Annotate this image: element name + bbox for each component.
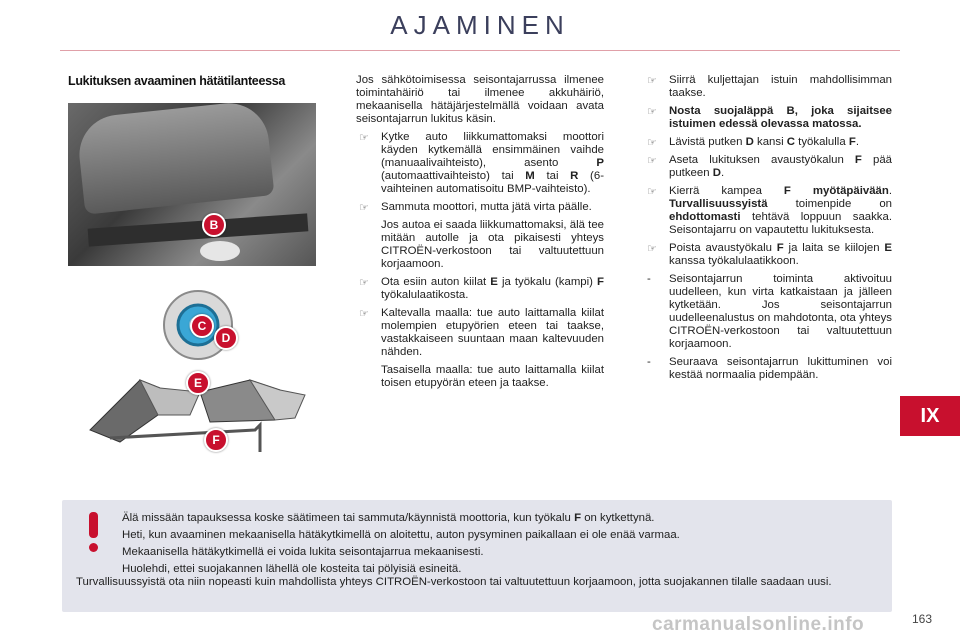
step-text: Kierrä kampea F myötäpäivään. Turvallisuussyistä toimenpide on ehdottomasti tehtävä loppuun saakka. Seisontajarru on vapautettu lukituksesta. (669, 185, 892, 236)
pointing-hand-icon: ☞ (647, 155, 657, 167)
seat-shape (76, 103, 275, 215)
section-heading: Lukituksen avaaminen hätätilanteessa (68, 74, 286, 88)
list-item (356, 201, 604, 214)
step-text: Nosta suojaläppä B, joka sijaitsee istuimen edessä olevassa matossa. (669, 105, 892, 130)
list-item (644, 74, 892, 100)
step-note: Tasaisella maalla: tue auto laittamalla kiilat toisen etupyörän eteen ja taakse. (381, 364, 604, 389)
list-item (644, 105, 892, 131)
instructions-column-1 (356, 74, 604, 395)
chapter-tab[interactable]: IX (900, 396, 960, 436)
step-text: Sammuta moottori, mutta jätä virta päälle. (381, 201, 592, 213)
list-item (644, 154, 892, 180)
list-item (356, 307, 604, 359)
seat-floor-photo (68, 103, 316, 266)
exclamation-icon (80, 512, 106, 554)
label-e-marker: E (186, 371, 210, 395)
warning-footer-text: Turvallisuussyistä ota niin nopeasti kuin mahdollista yhteys CITROËN-verkostoon tai valtuutettuun korjaamoon, jotta suojakannen tilalle saadaan uusi. (76, 576, 832, 588)
list-item (356, 276, 604, 302)
instructions-column-2 (644, 74, 892, 387)
list-item (644, 136, 892, 149)
warning-line: Heti, kun avaaminen mekaanisella hätäkytkimellä on aloitettu, auton pysyminen paikallaan ei ole enää varmaa. (122, 529, 680, 541)
label-c-marker: C (190, 314, 214, 338)
title-divider (60, 50, 900, 51)
step-note: Jos autoa ei saada liikkumattomaksi, älä tee mitään autolle ja ota pikaisesti yhteys CITROËN-verkostoon tai valtuutettuun korjaamoon. (381, 219, 604, 270)
pointing-hand-icon: ☞ (647, 75, 657, 87)
pointing-hand-icon: ☞ (647, 243, 657, 255)
step-text: Lävistä putken D kansi C työkalulla F. (669, 136, 859, 148)
step-text: Kytke auto liikkumattomaksi moottori käyden kytkemällä ensimmäinen vaihde (manuaalivaihteisto), asento P (automaattivaihteisto) tai M tai R (6-vaihteinen automatisoitu BMP-vaihteisto). (381, 131, 604, 195)
step-text: Kaltevalla maalla: tue auto laittamalla kiilat molempien etupyörien eteen tai taakse, vastakkaiseen suuntaan maan kaltevuuden nähden. (381, 307, 604, 358)
dash-marker: - (647, 273, 651, 285)
label-f-marker: F (204, 428, 228, 452)
pointing-hand-icon: ☞ (359, 202, 369, 214)
dash-text: Seuraava seisontajarrun lukittuminen voi kestää normaalia pidempään. (669, 356, 892, 381)
pointing-hand-icon: ☞ (647, 137, 657, 149)
dash-text: Seisontajarrun toiminta aktivoituu uudelleen, kun virta katkaistaan ja jälleen kytketään. Jos seisontajarrun uudelleenalustus on mahdotonta, ota yhteys CITROËN-verkostoon tai valtuutettuun korjaamoon. (669, 273, 892, 350)
intro-paragraph: Jos sähkötoimisessa seisontajarrussa ilmenee toimintahäiriö tai ilmenee akkuhäiriö, mekaanisella hätäjärjestelmällä voidaan avata seisontajarrun lukitus käsin. (356, 74, 604, 125)
tools-illustration (80, 280, 320, 470)
warning-text (122, 512, 882, 580)
pointing-hand-icon: ☞ (647, 106, 657, 118)
warning-line: Huolehdi, ettei suojakannen lähellä ole kosteita tai pölyisiä esineitä. (122, 563, 462, 575)
warning-line: Mekaanisella hätäkytkimellä ei voida lukita seisontajarrua mekaanisesti. (122, 546, 484, 558)
dash-marker: - (647, 356, 651, 368)
list-item (356, 131, 604, 196)
watermark: carmanualsonline.info (652, 614, 865, 635)
pointing-hand-icon: ☞ (359, 132, 369, 144)
label-b-marker: B (202, 213, 226, 237)
warning-line: Älä missään tapauksessa koske säätimeen tai sammuta/käynnistä moottoria, kun työkalu F on kytkettynä. (122, 512, 655, 524)
label-d-marker: D (214, 326, 238, 350)
floor-flap (200, 241, 240, 261)
page-number: 163 (912, 612, 933, 626)
page-title: AJAMINEN (390, 10, 570, 40)
step-text: Ota esiin auton kiilat E ja työkalu (kampi) F työkalulaatikosta. (381, 276, 604, 301)
step-text: Siirrä kuljettajan istuin mahdollisimman taakse. (669, 74, 892, 99)
dash-list-item (644, 273, 892, 351)
step-text: Poista avaustyökalu F ja laita se kiilojen E kanssa työkalulaatikkoon. (669, 242, 892, 267)
pointing-hand-icon: ☞ (359, 308, 369, 320)
list-item (644, 185, 892, 237)
seat-rail (88, 213, 309, 246)
dash-list-item (644, 356, 892, 382)
pointing-hand-icon: ☞ (359, 277, 369, 289)
step-text: Aseta lukituksen avaustyökalun F pää putkeen D. (669, 154, 892, 179)
list-item (644, 242, 892, 268)
warning-box (62, 500, 892, 612)
pointing-hand-icon: ☞ (647, 186, 657, 198)
